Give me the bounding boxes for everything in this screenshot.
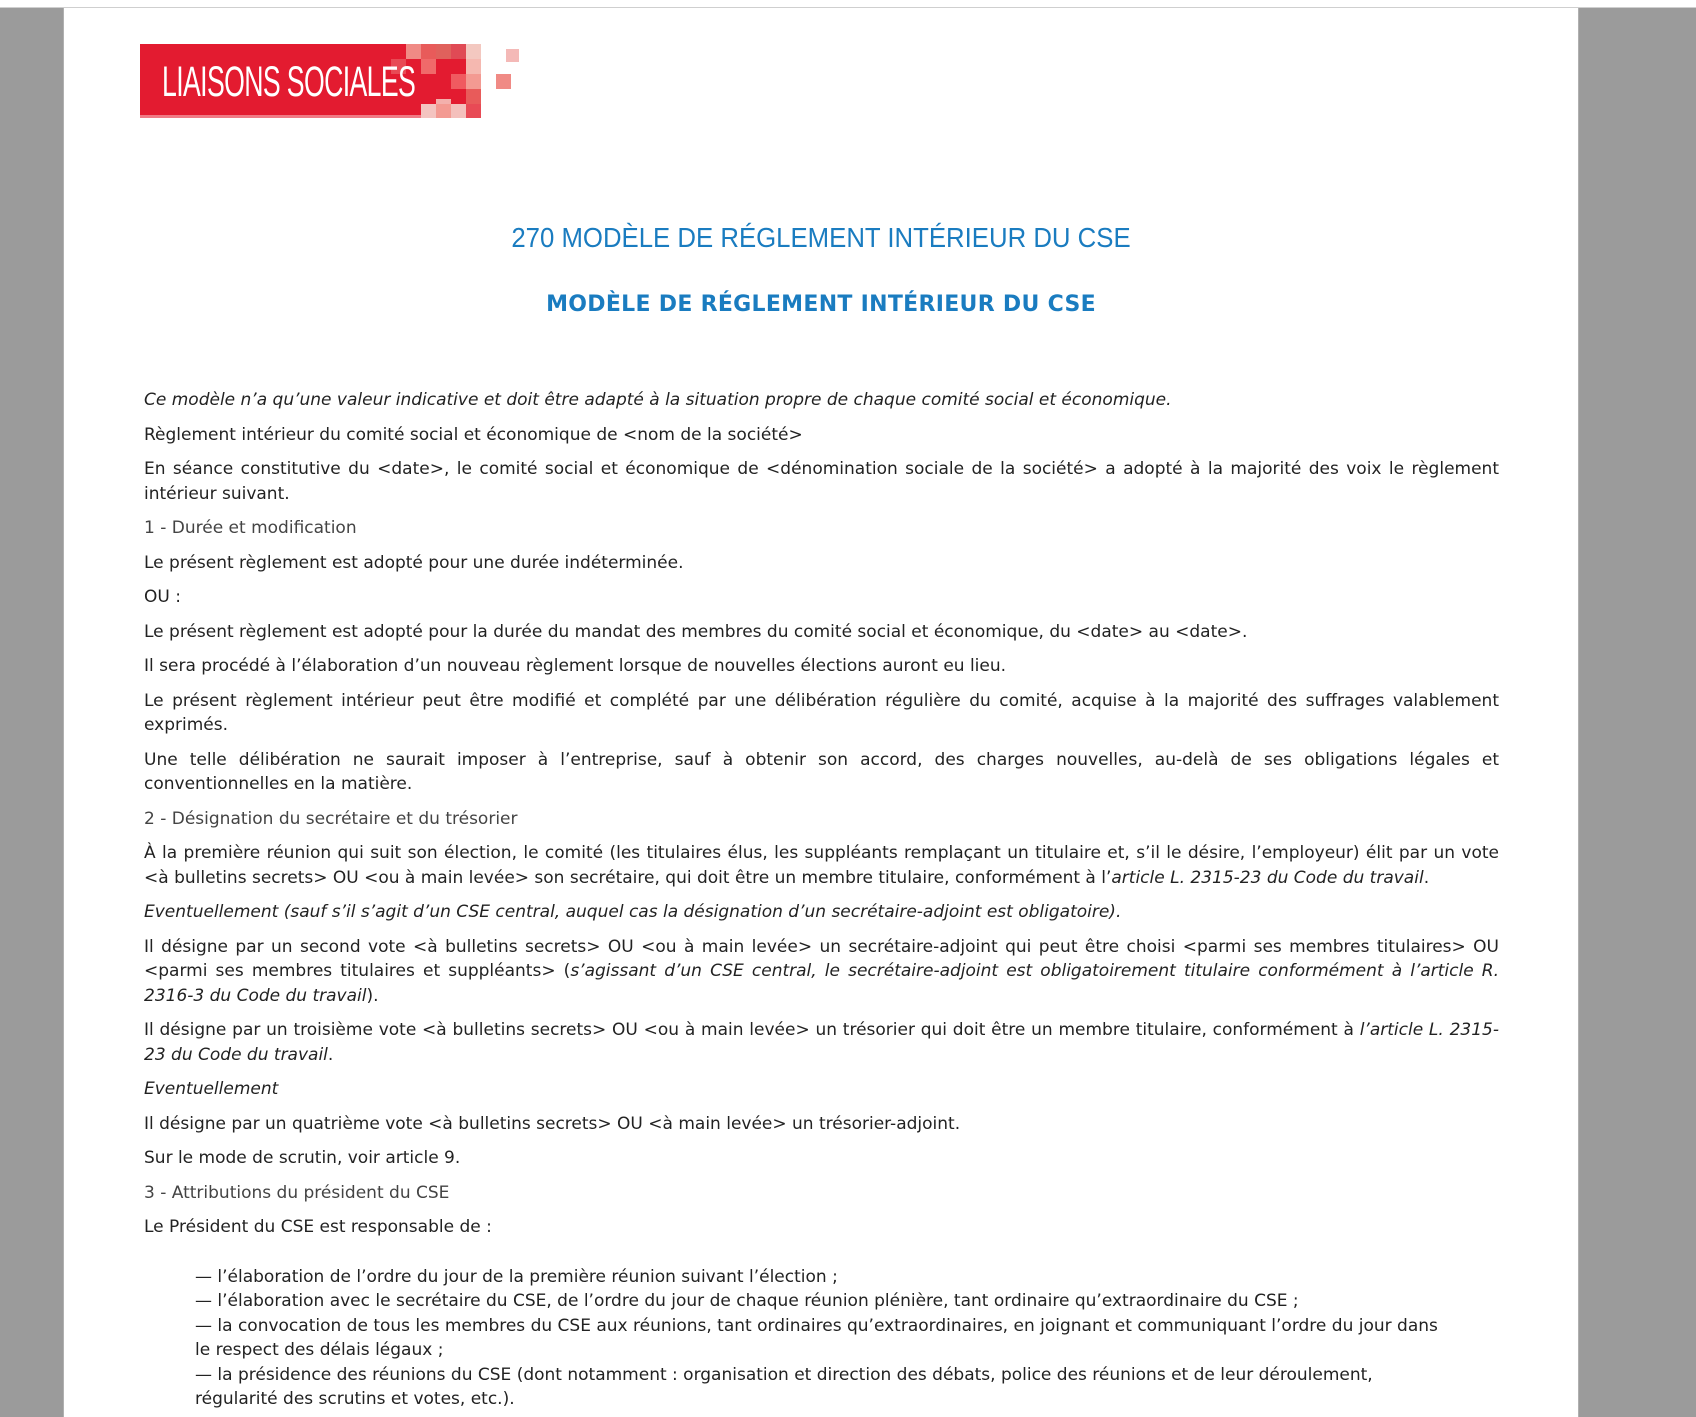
paragraph-text: . [1423,867,1430,888]
logo-mosaic-square [421,104,436,118]
logo-mosaic-square [466,74,481,89]
logo-mosaic-square [466,104,481,118]
paragraph: Une telle délibération ne saurait imposer à l’entreprise, sauf à obtenir son accord, des charges nouvelles, au-delà de ses obligations légales et conventionnelles en la matière. [144,749,1499,794]
logo-mosaic-square [451,74,466,89]
disclaimer-text: Ce modèle n’a qu’une valeur indicative et doit être adapté à la situation propre de chaque comité social et économique. [144,390,1172,410]
list-item: — l’élaboration avec le secrétaire du CSE, de l’ordre du jour de chaque réunion plénière, tant ordinaire qu’extraordinaire du CSE ; [195,1291,1299,1311]
section-heading-2: 2 - Désignation du secrétaire et du trésorier [144,808,518,829]
logo-mosaic-square [466,89,481,104]
paragraph [144,841,1499,890]
logo-mosaic-square [436,44,451,59]
paragraph [144,1077,1499,1102]
logo-mosaic-square [421,59,436,74]
document-body [144,388,1499,1412]
paragraph-text: Il désigne par un second vote <à bulletins secrets> OU <ou à main levée> un secrétaire-adjoint qui peut être choisi <parmi ses membres titulaires> OU <parmi ses membres titulaires et suppléants> ( [144,936,1499,981]
paragraph [144,388,1499,413]
paragraph: Sur le mode de scrutin, voir article 9. [144,1148,461,1168]
paragraph: Il sera procédé à l’élaboration d’un nouveau règlement lorsque de nouvelles élections auront eu lieu. [144,656,1007,676]
viewer-top-border [0,0,1696,8]
document-title: 270 MODÈLE DE RÉGLEMENT INTÉRIEUR DU CSE [511,222,1131,253]
logo-mosaic-square [506,49,519,62]
logo-mosaic-square [436,104,451,118]
logo-wordmark: LIAISONS SOCIALES [162,58,416,106]
paragraph-text: ). [366,985,379,1006]
document-page [63,8,1579,1417]
logo-mosaic-square [451,104,466,118]
legal-reference: l’article L. 2315-23 du Code du travail [144,1020,1499,1065]
paragraph: Règlement intérieur du comité social et économique de <nom de la société> [144,424,803,445]
logo-mosaic-square [466,59,481,74]
paragraph-text: À la première réunion qui suit son élection, le comité (les titulaires élus, les suppléants remplaçant un titulaire et, s’il le désire, l’employeur) élit par un vote <à bulletins secrets> OU <ou à main levée> son secrétaire, qui doit être un membre titulaire, conformément à l’ [144,843,1499,888]
paragraph [144,935,1499,1009]
section-heading-3: 3 - Attributions du président du CSE [144,1182,450,1203]
document-subtitle: MODÈLE DE RÉGLEMENT INTÉRIEUR DU CSE [546,292,1096,317]
paragraph [144,1018,1499,1067]
logo-mosaic-square [496,74,511,89]
legal-reference: article L. 2315-23 du Code du travail [1111,867,1424,888]
note-text: Eventuellement (sauf s’il s’agit d’un CSE central, auquel cas la désignation d’un secrétaire-adjoint est obligatoire). [144,902,1122,922]
paragraph [144,900,1499,925]
spacer [144,1250,1499,1265]
paragraph: Le présent règlement est adopté pour la durée du mandat des membres du comité social et économique, du <date> au <date>. [144,621,1248,642]
paragraph: Le Président du CSE est responsable de : [144,1217,492,1237]
section-heading-1: 1 - Durée et modification [144,518,357,538]
liaisons-sociales-logo [140,36,510,118]
paragraph: OU : [144,587,181,607]
paragraph-text: Il désigne par un troisième vote <à bulletins secrets> OU <ou à main levée> un trésorier qui doit être un membre titulaire, conformément à [144,1020,1360,1040]
legal-reference: s’agissant d’un CSE central, le secrétaire-adjoint est obligatoirement titulaire conformément à l’article R. 2316-3 du Code du travail [144,961,1500,1006]
list-item: — la présidence des réunions du CSE (dont notamment : organisation et direction des débats, police des réunions et de leur déroulement, régularité des scrutins et votes, etc.). [195,1364,1373,1409]
paragraph: Le présent règlement intérieur peut être modifié et complété par une délibération régulière du comité, acquise à la majorité des suffrages valablement exprimés. [144,690,1499,735]
note-text: Eventuellement [144,1079,279,1099]
paragraph-text: . [327,1044,334,1065]
list-item: — la convocation de tous les membres du CSE aux réunions, tant ordinaires qu’extraordinaires, en joignant et communiquant l’ordre du jour dans le respect des délais légaux ; [195,1315,1438,1360]
logo-mosaic-square [406,44,421,59]
paragraph: En séance constitutive du <date>, le comité social et économique de <dénomination sociale de la société> a adopté à la majorité des voix le règlement intérieur suivant. [144,459,1499,504]
president-responsibilities-list [144,1265,1457,1412]
paragraph: Le présent règlement est adopté pour une durée indéterminée. [144,552,684,573]
paragraph: Il désigne par un quatrième vote <à bulletins secrets> OU <à main levée> un trésorier-adjoint. [144,1113,961,1134]
logo-mosaic-square [451,44,466,59]
logo-mosaic-square [466,44,481,59]
list-item: — l’élaboration de l’ordre du jour de la première réunion suivant l’élection ; [195,1266,838,1287]
logo-mosaic-square [421,44,436,59]
